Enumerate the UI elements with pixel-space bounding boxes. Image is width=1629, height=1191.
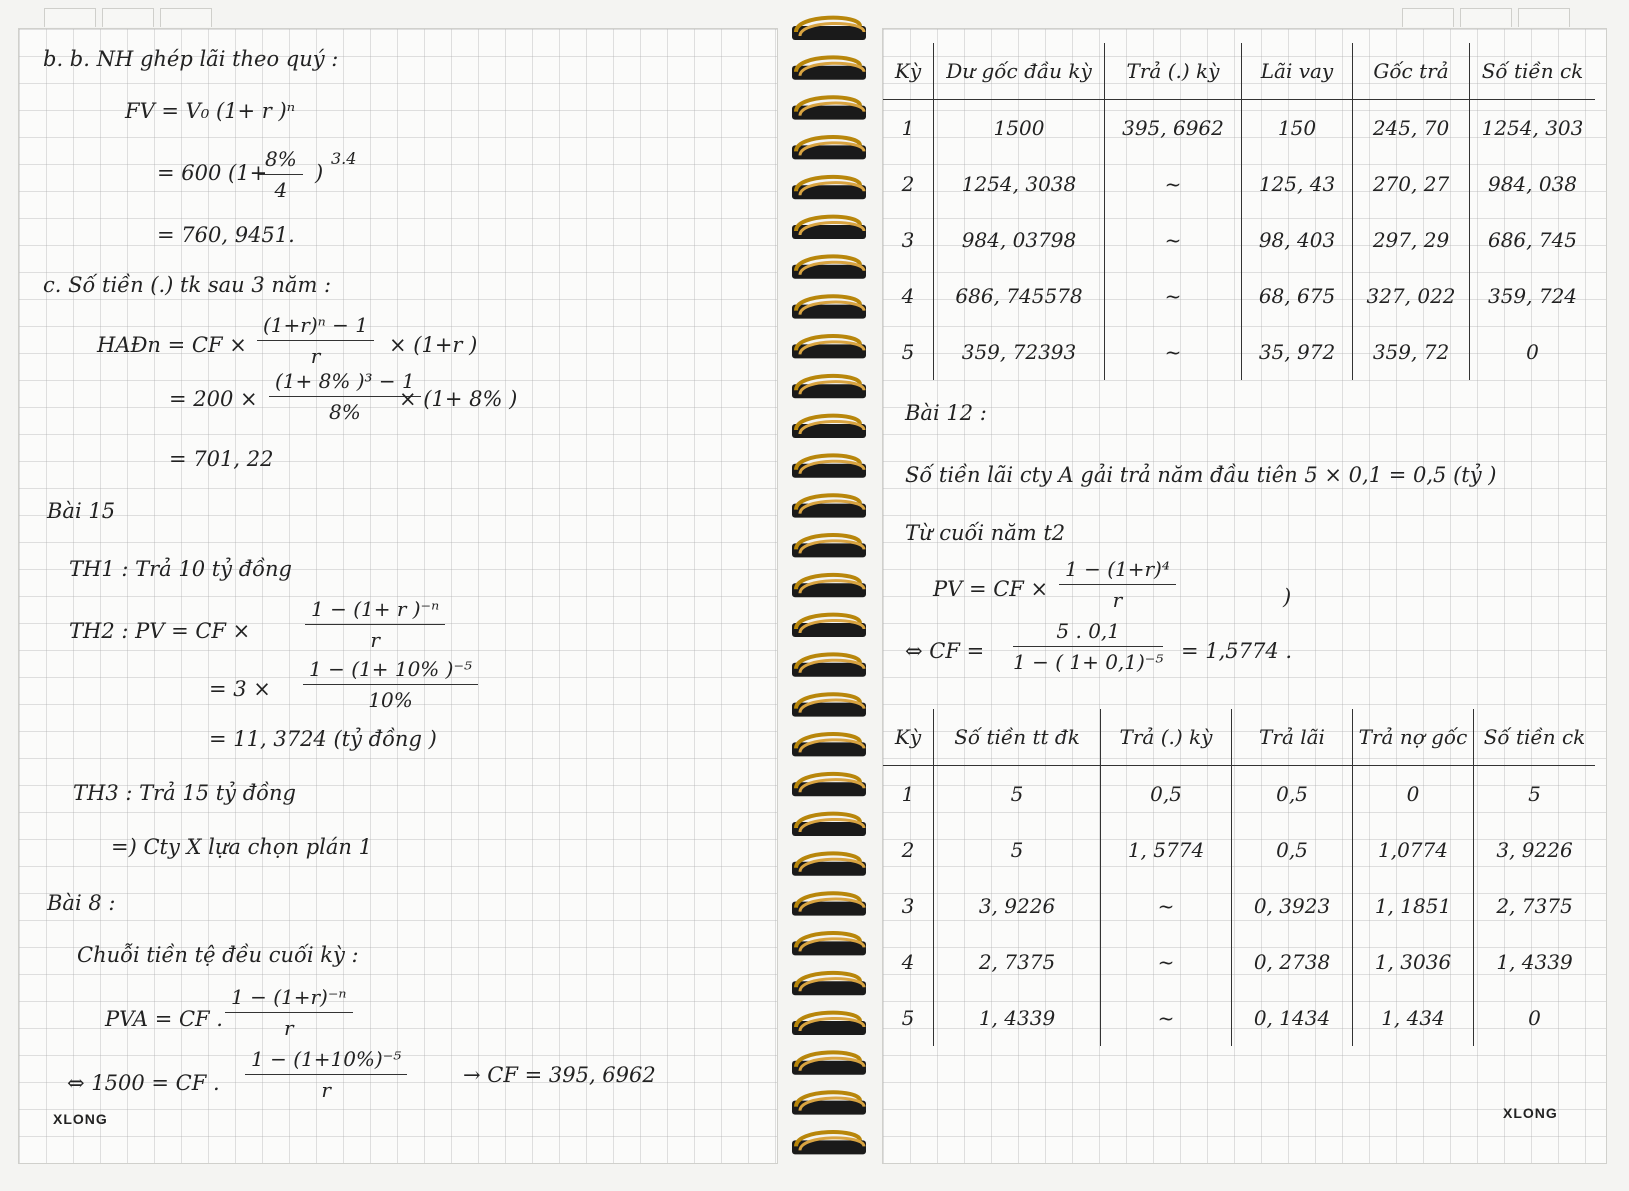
- left-notebook-page: [18, 28, 778, 1164]
- haan-step-1: = 200 ×: [169, 387, 258, 411]
- spiral-ring: [792, 694, 866, 716]
- table-cell: 245, 70: [1353, 100, 1470, 157]
- table-cell: 150: [1242, 100, 1353, 157]
- table-cell: 984, 03798: [934, 212, 1105, 268]
- table-cell: 0,5: [1232, 766, 1353, 823]
- header-cell: Gốc trả: [1353, 43, 1470, 100]
- table-cell: 327, 022: [1353, 268, 1470, 324]
- table-cell: ~: [1105, 268, 1242, 324]
- table-row: [883, 878, 1595, 934]
- spiral-binding: [788, 0, 873, 1191]
- table-row: [883, 212, 1595, 268]
- spiral-ring: [792, 336, 866, 358]
- haan-formula-tail: × (1+r ): [389, 333, 478, 357]
- table-cell: 98, 403: [1242, 212, 1353, 268]
- header-cell: Lãi vay: [1242, 43, 1353, 100]
- table-cell: 1500: [934, 100, 1105, 157]
- table-cell: 2: [901, 172, 915, 196]
- table-cell: ~: [1105, 156, 1242, 212]
- spiral-ring: [792, 376, 866, 398]
- table-cell: 359, 72: [1353, 324, 1470, 380]
- fraction-pva: $\frac{\text{1 − (1+r)⁻ⁿ}}{r}$: [225, 985, 353, 1040]
- table-cell: ~: [1101, 878, 1232, 934]
- table-cell: 1, 4339: [934, 990, 1101, 1046]
- spiral-ring: [792, 853, 866, 875]
- loan-schedule-table-1: [883, 43, 1595, 380]
- table-cell: 68, 675: [1242, 268, 1353, 324]
- spiral-ring: [792, 495, 866, 517]
- table-cell: 3, 9226: [934, 878, 1101, 934]
- table-cell: 0: [1470, 324, 1596, 380]
- spiral-ring: [792, 774, 866, 796]
- from-end-of-year: Từ cuối năm t2: [905, 521, 1066, 545]
- fv-step-1-close: ): [315, 161, 324, 185]
- table-cell: 3: [901, 228, 915, 252]
- right-page-tabs: [1402, 8, 1570, 28]
- fraction-cf: $\frac{5 . 0,1}{\text{1 − ( 1+ 0,1)⁻⁵}}$: [1013, 619, 1164, 674]
- table-cell: 359, 724: [1470, 268, 1596, 324]
- fraction-pv-10pct: $\frac{\text{1 − (1+ 10\% )⁻⁵}}{10\%}$: [303, 657, 478, 712]
- fraction-pva-10pct: $\frac{\text{1 − (1+10\%)⁻⁵}}{r}$: [245, 1047, 407, 1102]
- table-row: [883, 324, 1595, 380]
- header-cell: Kỳ: [883, 43, 934, 100]
- spiral-ring: [792, 814, 866, 836]
- table-cell: 0, 1434: [1232, 990, 1353, 1046]
- table-cell: 2, 7375: [934, 934, 1101, 990]
- spiral-ring: [792, 1013, 866, 1035]
- spiral-ring: [792, 18, 866, 40]
- fv-result: = 760, 9451.: [157, 223, 295, 247]
- th2-result: = 11, 3724 (tỷ đồng ): [209, 727, 437, 751]
- header-cell: Số tiền ck: [1474, 709, 1596, 766]
- table-cell: 5: [901, 340, 915, 364]
- spiral-ring: [792, 575, 866, 597]
- annuity-label: Chuỗi tiền tệ đều cuối kỳ :: [77, 943, 359, 967]
- table-cell: 5: [934, 766, 1101, 823]
- spiral-ring: [792, 416, 866, 438]
- table-row: [883, 990, 1595, 1046]
- spiral-ring: [792, 933, 866, 955]
- haan-result: = 701, 22: [169, 447, 274, 471]
- cf-result: → CF = 395, 6962: [463, 1063, 656, 1087]
- table-cell: 0,5: [1232, 822, 1353, 878]
- table-row: [883, 822, 1595, 878]
- table-cell: 0: [1474, 990, 1596, 1046]
- spiral-ring: [792, 97, 866, 119]
- table-cell: 5: [934, 822, 1101, 878]
- header-cell: Dư gốc đầu kỳ: [934, 43, 1105, 100]
- pva-step-1: ⇔ 1500 = CF .: [67, 1071, 220, 1095]
- table-cell: 1, 3036: [1353, 934, 1474, 990]
- table-cell: 35, 972: [1242, 324, 1353, 380]
- heading-bai-15: Bài 15: [47, 499, 116, 523]
- header-cell: Số tiền tt đk: [934, 709, 1101, 766]
- table-cell: 2, 7375: [1474, 878, 1596, 934]
- table-header-row: [883, 709, 1595, 766]
- exponent-34: 3.4: [331, 149, 357, 168]
- th1-line: TH1 : Trả 10 tỷ đồng: [69, 557, 292, 581]
- fraction-8pct-4: $\frac{8\%}{4}$: [259, 147, 303, 202]
- header-cell: Trả lãi: [1232, 709, 1353, 766]
- table-cell: 4: [901, 950, 915, 974]
- table-cell: 4: [901, 284, 915, 308]
- spiral-ring: [792, 256, 866, 278]
- pv-formula: PV = CF ×: [933, 577, 1049, 601]
- th2-line: TH2 : PV = CF ×: [69, 619, 251, 643]
- table-cell: 1: [901, 782, 915, 806]
- fraction-pv-annuity: $\frac{\text{1 − (1+ r )⁻ⁿ}}{r}$: [305, 597, 445, 652]
- table-cell: 359, 72393: [934, 324, 1105, 380]
- spiral-ring: [792, 57, 866, 79]
- table-cell: 2: [901, 838, 915, 862]
- table-cell: ~: [1105, 212, 1242, 268]
- table-cell: 125, 43: [1242, 156, 1353, 212]
- fraction-annuity-fv: $\frac{\text{(1+r)ⁿ − 1}}{r}$: [257, 313, 374, 368]
- spiral-ring: [792, 615, 866, 637]
- table-cell: 1254, 303: [1470, 100, 1596, 157]
- table-cell: ~: [1101, 990, 1232, 1046]
- spiral-ring: [792, 654, 866, 676]
- table-row: [883, 934, 1595, 990]
- header-cell: Số tiền ck: [1470, 43, 1596, 100]
- table-cell: 1, 434: [1353, 990, 1474, 1046]
- table-cell: 0: [1353, 766, 1474, 823]
- table-cell: ~: [1105, 324, 1242, 380]
- table-row: [883, 268, 1595, 324]
- conclusion-line: =) Cty X lựa chọn plán 1: [111, 835, 372, 859]
- table-cell: 3: [901, 894, 915, 918]
- table-cell: 1254, 3038: [934, 156, 1105, 212]
- spiral-ring: [792, 455, 866, 477]
- table-cell: 3, 9226: [1474, 822, 1596, 878]
- cf-formula: ⇔ CF =: [905, 639, 985, 663]
- heading-c: c. Số tiền (.) tk sau 3 năm :: [43, 273, 332, 297]
- table-cell: 395, 6962: [1105, 100, 1242, 157]
- header-cell: Trả nợ gốc: [1353, 709, 1474, 766]
- table-cell: 1: [901, 116, 915, 140]
- pv-close: ): [1283, 585, 1292, 609]
- fraction-pv-4: $\frac{\text{1 − (1+r)⁴}}{r}$: [1059, 557, 1176, 612]
- brand-logo-right: XLONG: [1503, 1105, 1558, 1121]
- table-header-row: [883, 43, 1595, 100]
- fv-formula: FV = V₀ (1+ r )ⁿ: [125, 99, 296, 123]
- spiral-ring: [792, 1052, 866, 1074]
- spiral-ring: [792, 734, 866, 756]
- th3-line: TH3 : Trả 15 tỷ đồng: [73, 781, 296, 805]
- spiral-ring: [792, 1132, 866, 1154]
- spiral-ring: [792, 535, 866, 557]
- spiral-ring: [792, 893, 866, 915]
- table-cell: 270, 27: [1353, 156, 1470, 212]
- table-row: [883, 156, 1595, 212]
- table-cell: 984, 038: [1470, 156, 1596, 212]
- table-cell: 5: [1474, 766, 1596, 823]
- heading-bai-12: Bài 12 :: [905, 401, 987, 425]
- heading-bai-8: Bài 8 :: [47, 891, 116, 915]
- spiral-ring: [792, 137, 866, 159]
- table-cell: 1,0774: [1353, 822, 1474, 878]
- table-cell: 686, 745: [1470, 212, 1596, 268]
- cf-value: = 1,5774 .: [1181, 639, 1293, 663]
- table-cell: 5: [901, 1006, 915, 1030]
- pva-formula: PVA = CF .: [105, 1007, 223, 1031]
- spiral-ring: [792, 177, 866, 199]
- right-notebook-page: [882, 28, 1607, 1164]
- brand-logo-left: XLONG: [53, 1111, 108, 1127]
- th2-step-1: = 3 ×: [209, 677, 271, 701]
- header-cell: Trả (.) kỳ: [1105, 43, 1242, 100]
- table-cell: 1, 4339: [1474, 934, 1596, 990]
- left-page-tabs: [44, 8, 212, 28]
- header-cell: Trả (.) kỳ: [1101, 709, 1232, 766]
- header-cell: Kỳ: [883, 709, 934, 766]
- table-cell: ~: [1101, 934, 1232, 990]
- haan-step-1-tail: × (1+ 8% ): [399, 387, 518, 411]
- table-cell: 0,5: [1101, 766, 1232, 823]
- table-cell: 1, 1851: [1353, 878, 1474, 934]
- spiral-ring: [792, 217, 866, 239]
- fv-step-1: = 600 (1+: [157, 161, 268, 185]
- table-row: [883, 766, 1595, 823]
- table-cell: 0, 2738: [1232, 934, 1353, 990]
- fraction-annuity-8pct: $\frac{\text{(1+ 8\% )³ − 1}}{8\%}$: [269, 369, 421, 424]
- table-row: [883, 100, 1595, 157]
- table-cell: 1, 5774: [1101, 822, 1232, 878]
- spiral-ring: [792, 1092, 866, 1114]
- spiral-ring: [792, 296, 866, 318]
- table-cell: 686, 745578: [934, 268, 1105, 324]
- haan-formula: HAĐn = CF ×: [97, 333, 247, 357]
- interest-first-year: Số tiền lãi cty A gải trả năm đầu tiên 5 × 0,1 = 0,5 (tỷ ): [905, 463, 1497, 487]
- loan-schedule-table-2: [883, 709, 1595, 1046]
- spiral-ring: [792, 973, 866, 995]
- table-cell: 297, 29: [1353, 212, 1470, 268]
- heading-b: b. b. NH ghép lãi theo quý :: [43, 47, 339, 71]
- table-cell: 0, 3923: [1232, 878, 1353, 934]
